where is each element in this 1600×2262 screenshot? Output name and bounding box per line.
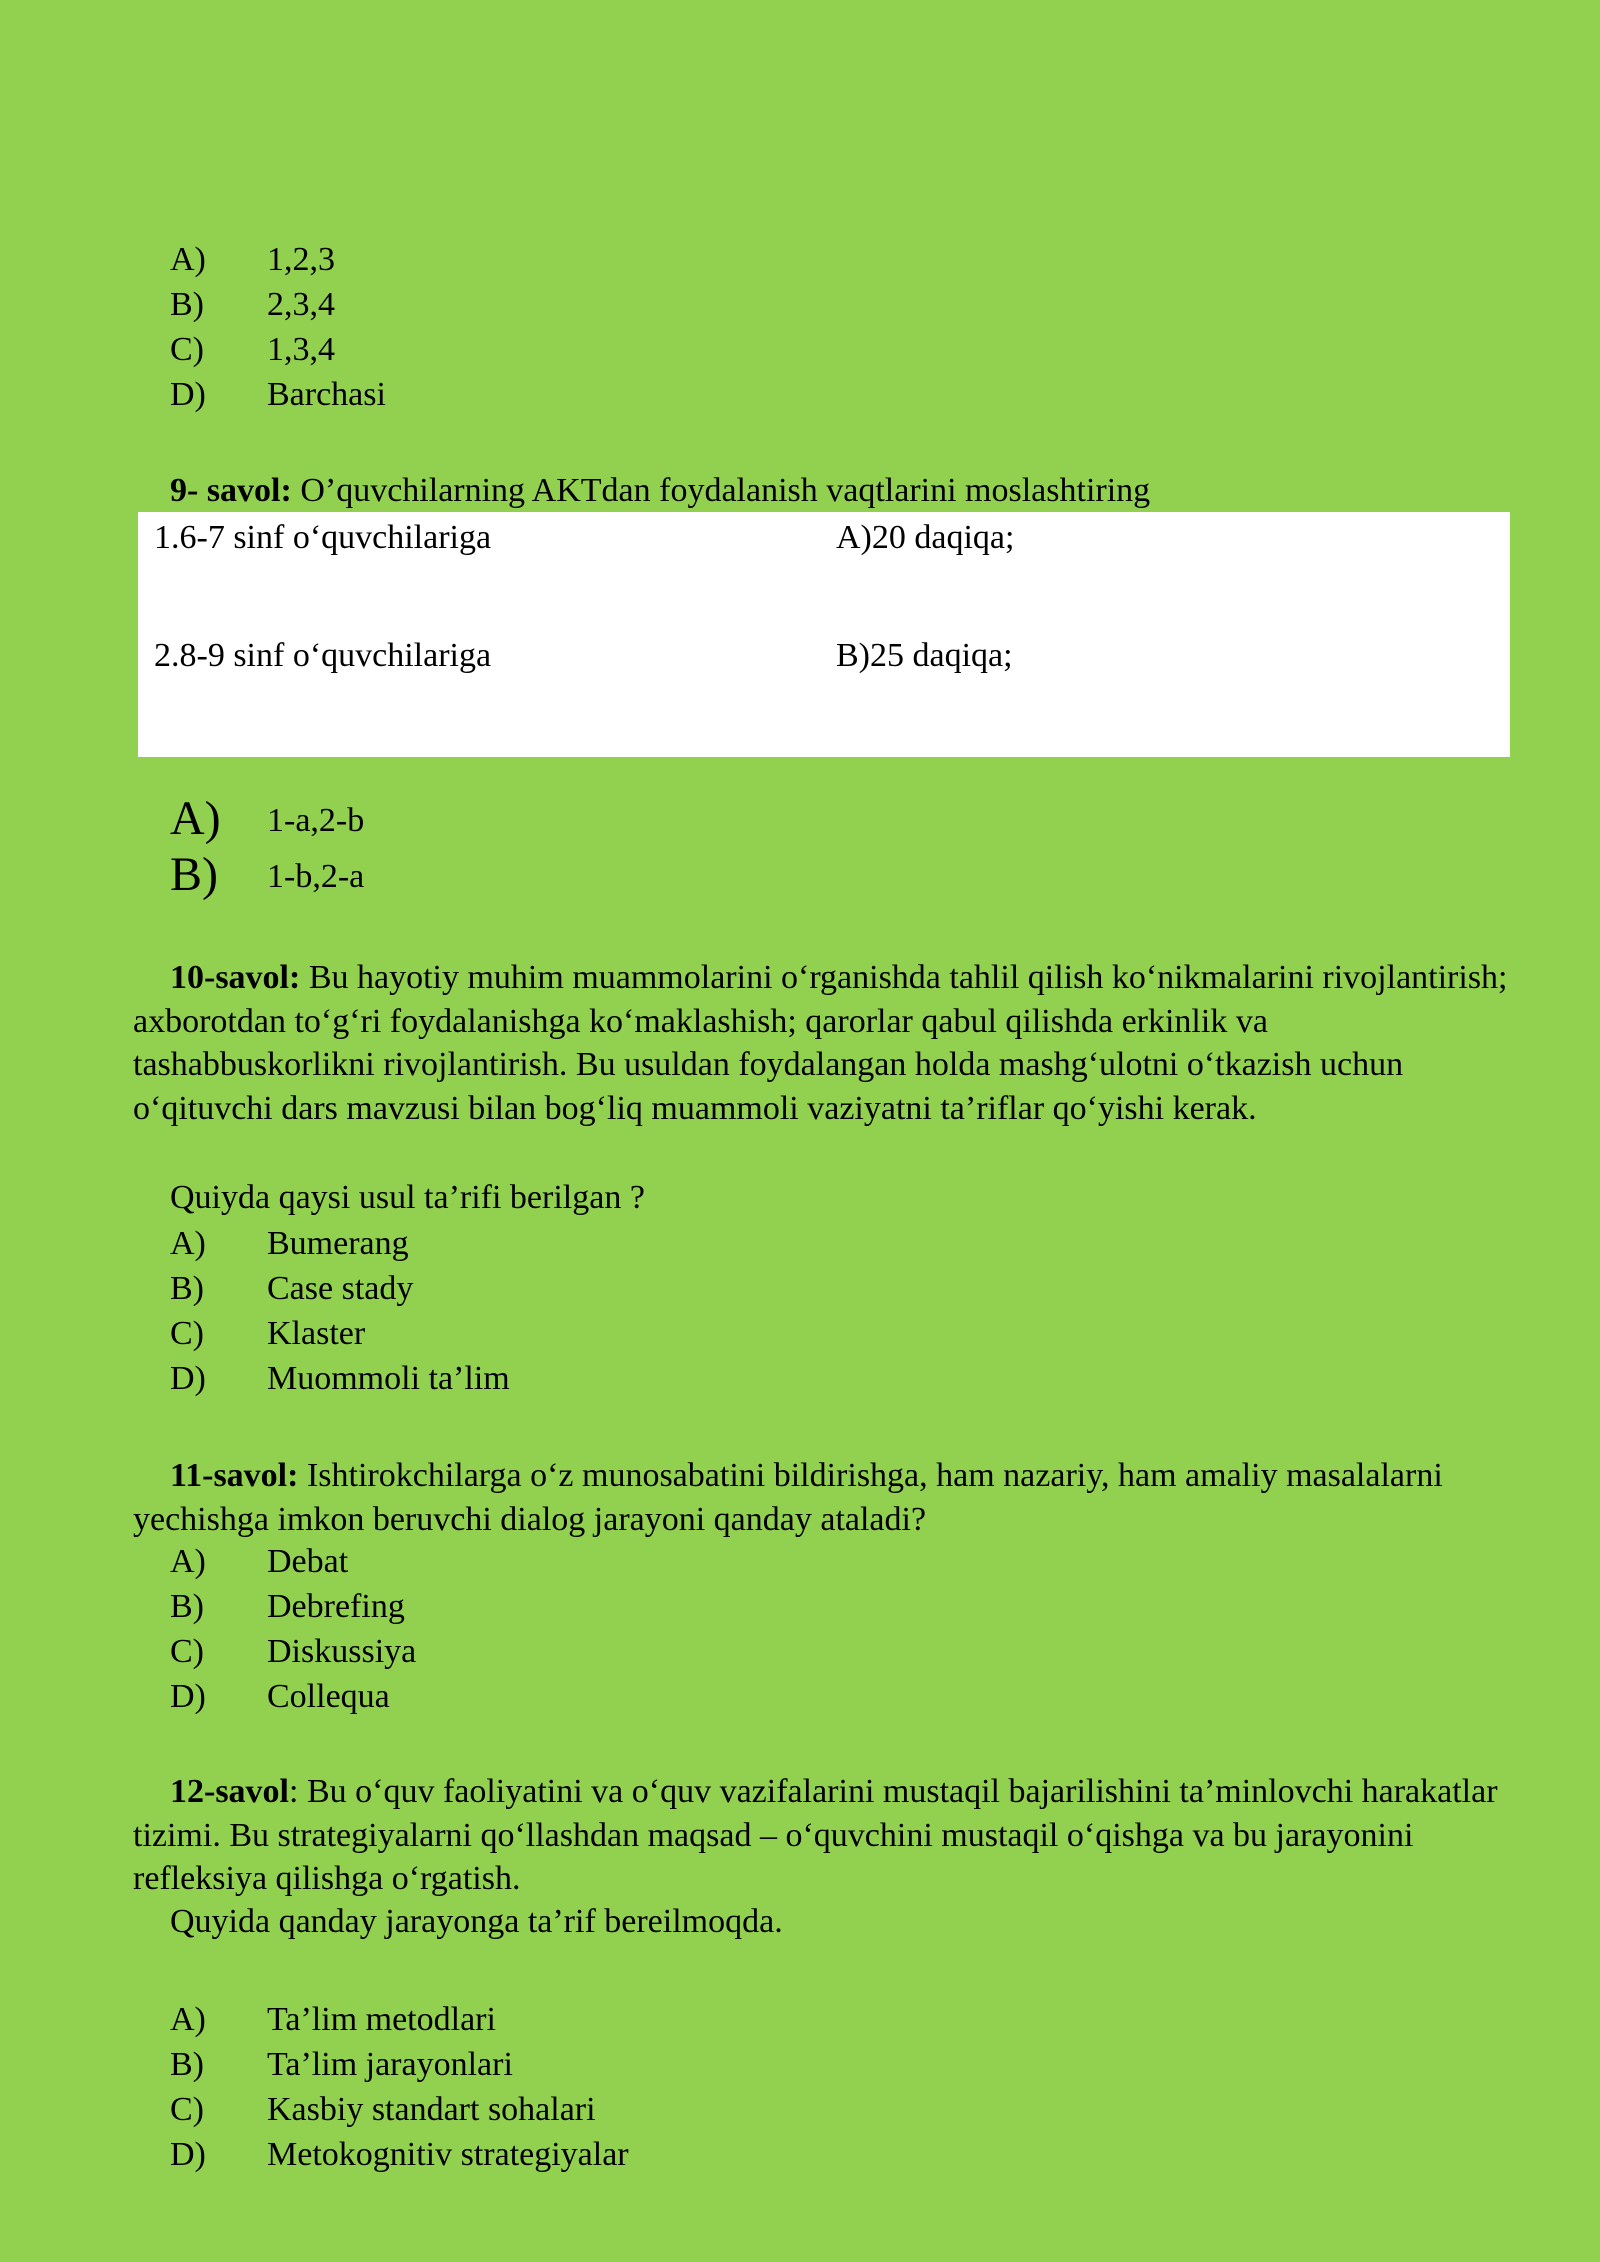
q11-option-a: A) Debat xyxy=(170,1543,349,1580)
q10-option-b: B) Case stady xyxy=(170,1270,414,1307)
q9-option-b: B) 1-b,2-a xyxy=(170,848,365,901)
q8-option-d: D) Barchasi xyxy=(170,376,386,413)
q9-matching-table xyxy=(138,512,1510,757)
q12-text: 12-savol: Bu o‘quv faoliyatini va o‘quv vazifalarini mustaqil bajarilishini ta’minlovchi harakatlar tizimi. Bu strategiyalarni qo‘llashdan maqsad – o‘quvchini mustaqil o‘qishga va bu jarayonini refleksiya qilishga o‘rgatish. xyxy=(133,1773,1498,1897)
match-left-1: 1.6-7 sinf o‘quvchilariga xyxy=(154,519,492,556)
q10-question: Quiyda qaysi usul ta’rifi berilgan ? xyxy=(170,1179,645,1216)
q10-text: 10-savol: Bu hayotiy muhim muammolarini o‘rganishda tahlil qilish ko‘nikmalarini rivojlantirish; axborotdan to‘g‘ri foydalanishga ko‘maklashish; qarorlar qabul qilishda erkinlik va tashabbuskorlikni rivojlantirish. Bu usuldan foydalangan holda mashg‘ulotni o‘tkazish uchun o‘qituvchi dars mavzusi bilan bog‘liq muammoli vaziyatni ta’riflar qo‘yishi kerak. xyxy=(133,959,1508,1127)
q12-option-a: A) Ta’lim metodlari xyxy=(170,2001,496,2038)
q12-option-b: B) Ta’lim jarayonlari xyxy=(170,2046,513,2083)
q12-option-d: D) Metokognitiv strategiyalar xyxy=(170,2136,629,2173)
q11-option-d: D) Collequa xyxy=(170,1678,390,1715)
match-right-b: B)25 daqiqa; xyxy=(836,637,1013,674)
match-left-2: 2.8-9 sinf o‘quvchilariga xyxy=(154,637,492,674)
q8-option-c: C) 1,3,4 xyxy=(170,331,335,368)
q8-option-a: A) 1,2,3 xyxy=(170,241,335,278)
q9-option-a: A) 1-a,2-b xyxy=(170,792,365,845)
q9-heading: 9- savol: O’quvchilarning AKTdan foydalanish vaqtlarini moslashtiring xyxy=(170,472,1151,509)
match-right-a: A)20 daqiqa; xyxy=(836,519,1015,556)
q8-option-b: B) 2,3,4 xyxy=(170,286,335,323)
q12-option-c: C) Kasbiy standart sohalari xyxy=(170,2091,596,2128)
q11-option-b: B) Debrefing xyxy=(170,1588,405,1625)
q10-option-a: A) Bumerang xyxy=(170,1225,409,1262)
q10-option-d: D) Muommoli ta’lim xyxy=(170,1360,510,1397)
q11-text: 11-savol: Ishtirokchilarga o‘z munosabatini bildirishga, ham nazariy, ham amaliy masalalarni yechishga imkon beruvchi dialog jarayoni qanday ataladi? xyxy=(133,1457,1443,1538)
q12-question: Quyida qanday jarayonga ta’rif bereilmoqda. xyxy=(170,1903,783,1940)
q10-option-c: C) Klaster xyxy=(170,1315,366,1352)
q11-option-c: C) Diskussiya xyxy=(170,1633,417,1670)
